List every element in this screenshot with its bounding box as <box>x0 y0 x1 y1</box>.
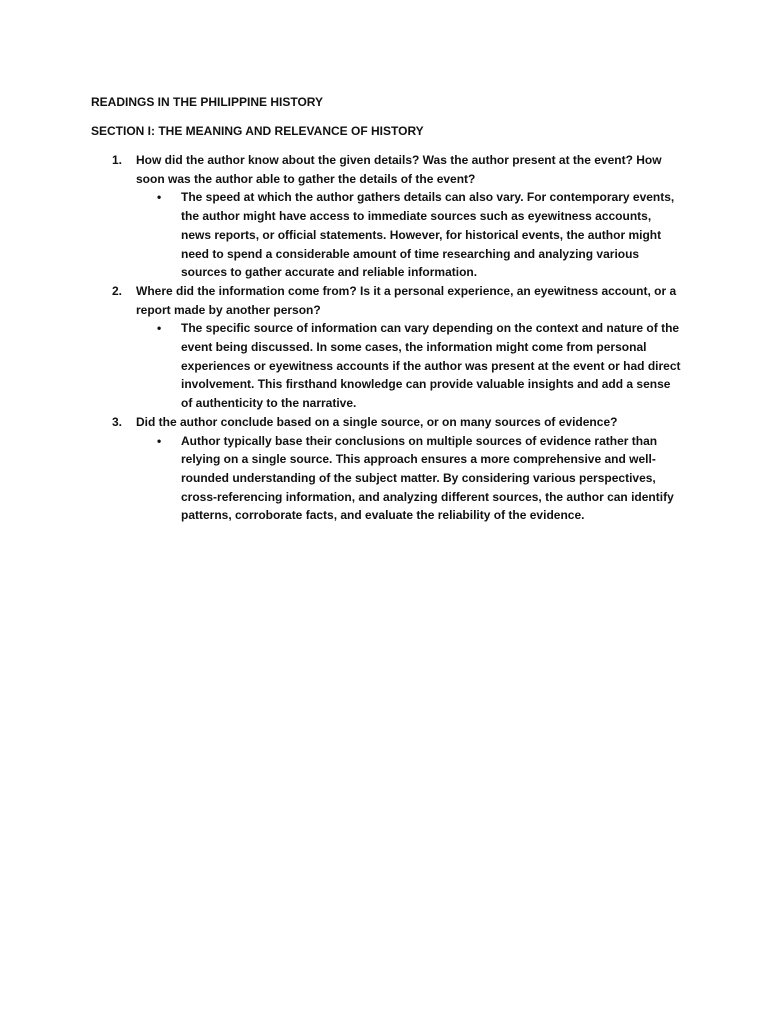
answer-bullet-item <box>0 188 768 282</box>
answer-bullet-item <box>0 432 768 526</box>
answer-text: The speed at which the author gathers details can also vary. For contemporary events, the author might have access to immediate sources such as eyewitness accounts, news reports, or official statements. However, for historical events, the author might need to spend a considerable amount of time researching and analyzing various sources to gather accurate and reliable information. <box>181 190 675 280</box>
section-title: SECTION I: THE MEANING AND RELEVANCE OF HISTORY <box>91 124 424 138</box>
question-item-1 <box>0 151 768 282</box>
question-text: Did the author conclude based on a single source, or on many sources of evidence? <box>136 414 618 429</box>
question-item-2 <box>0 282 768 413</box>
question-list <box>0 151 768 525</box>
bullet-icon: • <box>157 190 162 205</box>
document-title: READINGS IN THE PHILIPPINE HISTORY <box>91 95 324 109</box>
question-item-3 <box>0 413 768 525</box>
question-text: Where did the information come from? Is it a personal experience, an eyewitness account, or a report made by another person? <box>136 283 677 317</box>
answer-text: The specific source of information can vary depending on the context and nature of the event being discussed. In some cases, the information might come from personal experiences or eyewitness accounts if the author was present at the event or had direct involvement. This firsthand knowledge can provide valuable insights and add a sense of authenticity to the narrative. <box>181 321 681 411</box>
question-number: 1. <box>112 153 123 167</box>
bullet-icon: • <box>157 433 162 448</box>
question-text: How did the author know about the given details? Was the author present at the event? How soon was the author able to gather the details of the event? <box>136 153 662 186</box>
question-number: 2. <box>112 283 123 298</box>
answer-bullet-item <box>0 319 768 413</box>
bullet-icon: • <box>157 321 162 336</box>
answer-text: Author typically base their conclusions on multiple sources of evidence rather than relying on a single source. This approach ensures a more comprehensive and well-rounded understanding of the subject matter. By considering various perspectives, cross-referencing information, and analyzing different sources, the author can identify patterns, corroborate facts, and evaluate the reliability of the evidence. <box>181 433 674 523</box>
question-number: 3. <box>112 414 123 429</box>
